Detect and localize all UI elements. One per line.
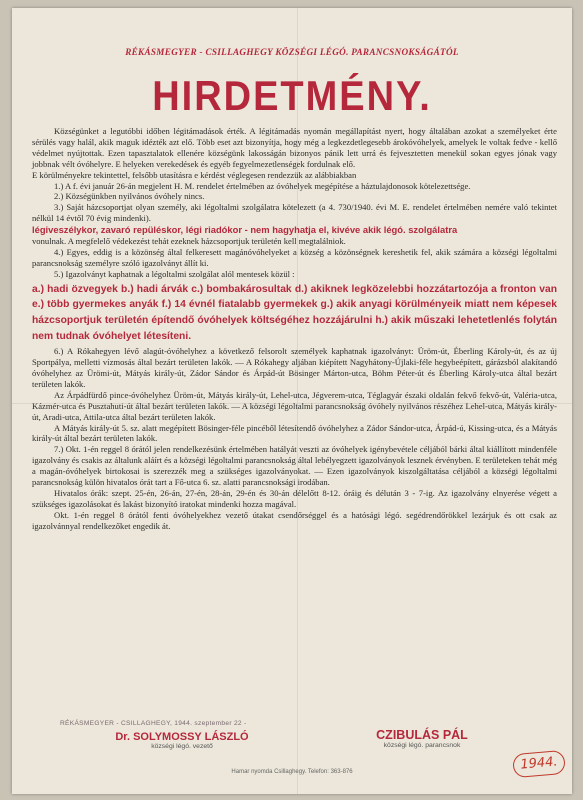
paragraph-6b: Az Árpádfürdő pince-óvóhelyhez Üröm-út, Mátyás király-út, Lehel-utca, Jégverem-utca, Téglagyár északi oldalán fekvő fekvő-út, Valéria-utca, Kázmér-utca és Pusztahuti-út által bezárt területen lakók. — A községi légoltalmi parancsnokság óvóhely nyilvános részéhez Lehel-utca, Mátyás király-út, Aradi-utca, Attila-utca által bezárt területen lakók. [32, 389, 557, 422]
poster-sheet [12, 8, 572, 794]
signature-right [342, 728, 502, 749]
paragraph-closing: Okt. 1-én reggel 8 órától fenti óvóhelyekhez vezető útakat csendőrséggel és a hatósági légó. segédrendőrökkel lezárjuk és ott csak az igazolvánnyal rendelkezőket engedik át. [32, 509, 557, 531]
paragraph-office-hours: Hivatalos órák: szept. 25-én, 26-án, 27-én, 28-án, 29-én és 30-án délelőtt 8-12. óráig és délután 3 - 7-ig. Az igazolvány elnyerése végett a szükséges igazolásokat és lakást bizonyító iratokat mindenki hozza magával. [32, 487, 557, 509]
issuer-header: RÉKÁSMEGYER - CSILLAGHEGY KÖZSÉGI LÉGÓ. PARANCSNOKSÁGÁTÓL [125, 47, 459, 57]
poster-title: HIRDETMÉNY. [152, 73, 432, 121]
place-date: RÉKÁSMEGYER - CSILLAGHEGY, 1944. szeptember 22 - [60, 720, 247, 727]
paragraph-5: 5.) Igazolványt kaphatnak a légoltalmi szolgálat alól mentesek közül : [54, 268, 295, 279]
poster-body [32, 126, 557, 532]
paragraph-6: 6.) A Rókahegyen lévő alagút-óvóhelyhez a következő felsorolt személyek kaphatnak igazolványt: Üröm-út, Éberling Károly-út, és az új Sportpálya, melletti vízmosás által bezárt területen lakók. — A Rókahegy aljában kiépített Nagyhátony-Újlaki-féle hegybeépített, gárázsból alakítandó óvóhelyhez az Ürömi-út, Mátyás király-út, Zádor Sándor és Árpád-út Bösinger Márton-utca, Böhm Péter-út és Éberling Károly-utca által bezárt területen lakók. [32, 346, 557, 389]
paragraph-7: 7.) Okt. 1-én reggel 8 órától jelen rendelkezésünk értelmében hatályát veszti az óvóhelyek igénybevétele céljából bárki által kiállított mindenféle igazolvány és csakis az általunk aláírt és a községi légoltalmi parancsnokság által lebélyegzett igazolványok lesznek érvényben. E területeken tehát még a magán-óvóhelyek birtokosai is szerezzék meg a szükséges igazolványokat. — Ezen igazolványok kiszolgáltatása céljából a községi légoltalmi parancsnokság külön hivatalos órát tart a Fő-utca 6. sz. alatti parancsnoksági irodában. [32, 444, 557, 488]
paragraph-3-tail: vonulnak. A megfelelő védekezést tehát ezeknek házcsoportjuk területén kell megtalálniok. [32, 236, 346, 247]
paragraph-intro-2: E körülményekre tekintettel, felsőbb utasításra e kérdést véglegesen rendezzük az alábbiakban [32, 169, 357, 180]
handwritten-year: 1944. [512, 750, 566, 778]
signature-right-role: községi légó. parancsnok [383, 742, 461, 749]
signature-left-role: községi légó. vezető [151, 743, 213, 750]
paragraph-2: 2.) Községünkben nyilvános óvóhely nincs. [54, 191, 205, 202]
paragraph-4: 4.) Egyes, eddig is a közönség által felkeresett magánóvóhelyeket a község a közönségnek kereshetik fel, akik számára a községi légoltalmi parancsnokság személyre szóló igazolványt állít ki. [32, 247, 557, 268]
paragraph-intro: Községünket a legutóbbi időben légitámadások érték. A légitámadás nyomán megállapítást nyert, hogy általában azokat a személyeket érte sérülés vagy halál, akik maguk idézték azt elő. Több eset azt bizonyítja, hogy még a legkezdetlegesebb árokóvóhelyek, amelyek le voltak fedve - kellő védelmet nyújtottak. Ezen tapasztalatok ellenére községünk lakosságán bizonyos pánik lett urrá és fejvesztetten menekül sokan egyes jónak vagy jobbnak vélt óvóhelyre. E helyeken verekedések és egyéb fegyelmezetlenségek fordulnak elő. [32, 126, 557, 169]
paragraph-1: 1.) A f. évi január 26-án megjelent H. M. rendelet értelmében az óvóhelyek megépítése a háztulajdonosok kötelezettsége. [54, 180, 471, 191]
signature-left [82, 731, 282, 750]
paragraph-6c: A Mátyás király-út 5. sz. alatt megépített Bösinger-féle pincéből létesítendő óvóhelyhez a Zádor Sándor-utca, Árpád-ú, Kissing-utca, és a Mátyás király-út által bezárt területen lakók. [32, 422, 557, 444]
paragraph-3-emphasis: légiveszélykor, zavaró repüléskor, légi riadókor - nem hagyhatja el, kivéve akik légó. szolgálatra [32, 224, 458, 236]
paragraph-3: 3.) Saját házcsoportjat olyan személy, aki légoltalmi szolgálatra kötelezett (a 4. 730/1940. évi M. E. rendelet értelmében nemére való tekintet nélkül 14 évtől 70 évig mindenki). [32, 202, 557, 224]
signature-left-name: Dr. SOLYMOSSY LÁSZLÓ [115, 731, 249, 743]
printer-imprint: Hamar nyomda Csillaghegy. Telefon: 363-876 [231, 769, 353, 775]
signature-right-name: CZIBULÁS PÁL [376, 728, 468, 742]
eligible-groups-list: a.) hadi özvegyek b.) hadi árvák c.) bombakárosultak d.) akiknek legközelebbi hozzátartozója a fronton van e.) több gyermekes anyák f.) 14 évnél fiatalabb gyermekek g.) akik anyagi körülményeik miatt nem képesek házcsoportjuk területén építendő óvóhelyek költségéhez hozzájárulni h.) akik műszaki lehetetlenlés folytán nem tudnak óvóhelyet létesíteni. [32, 283, 557, 342]
